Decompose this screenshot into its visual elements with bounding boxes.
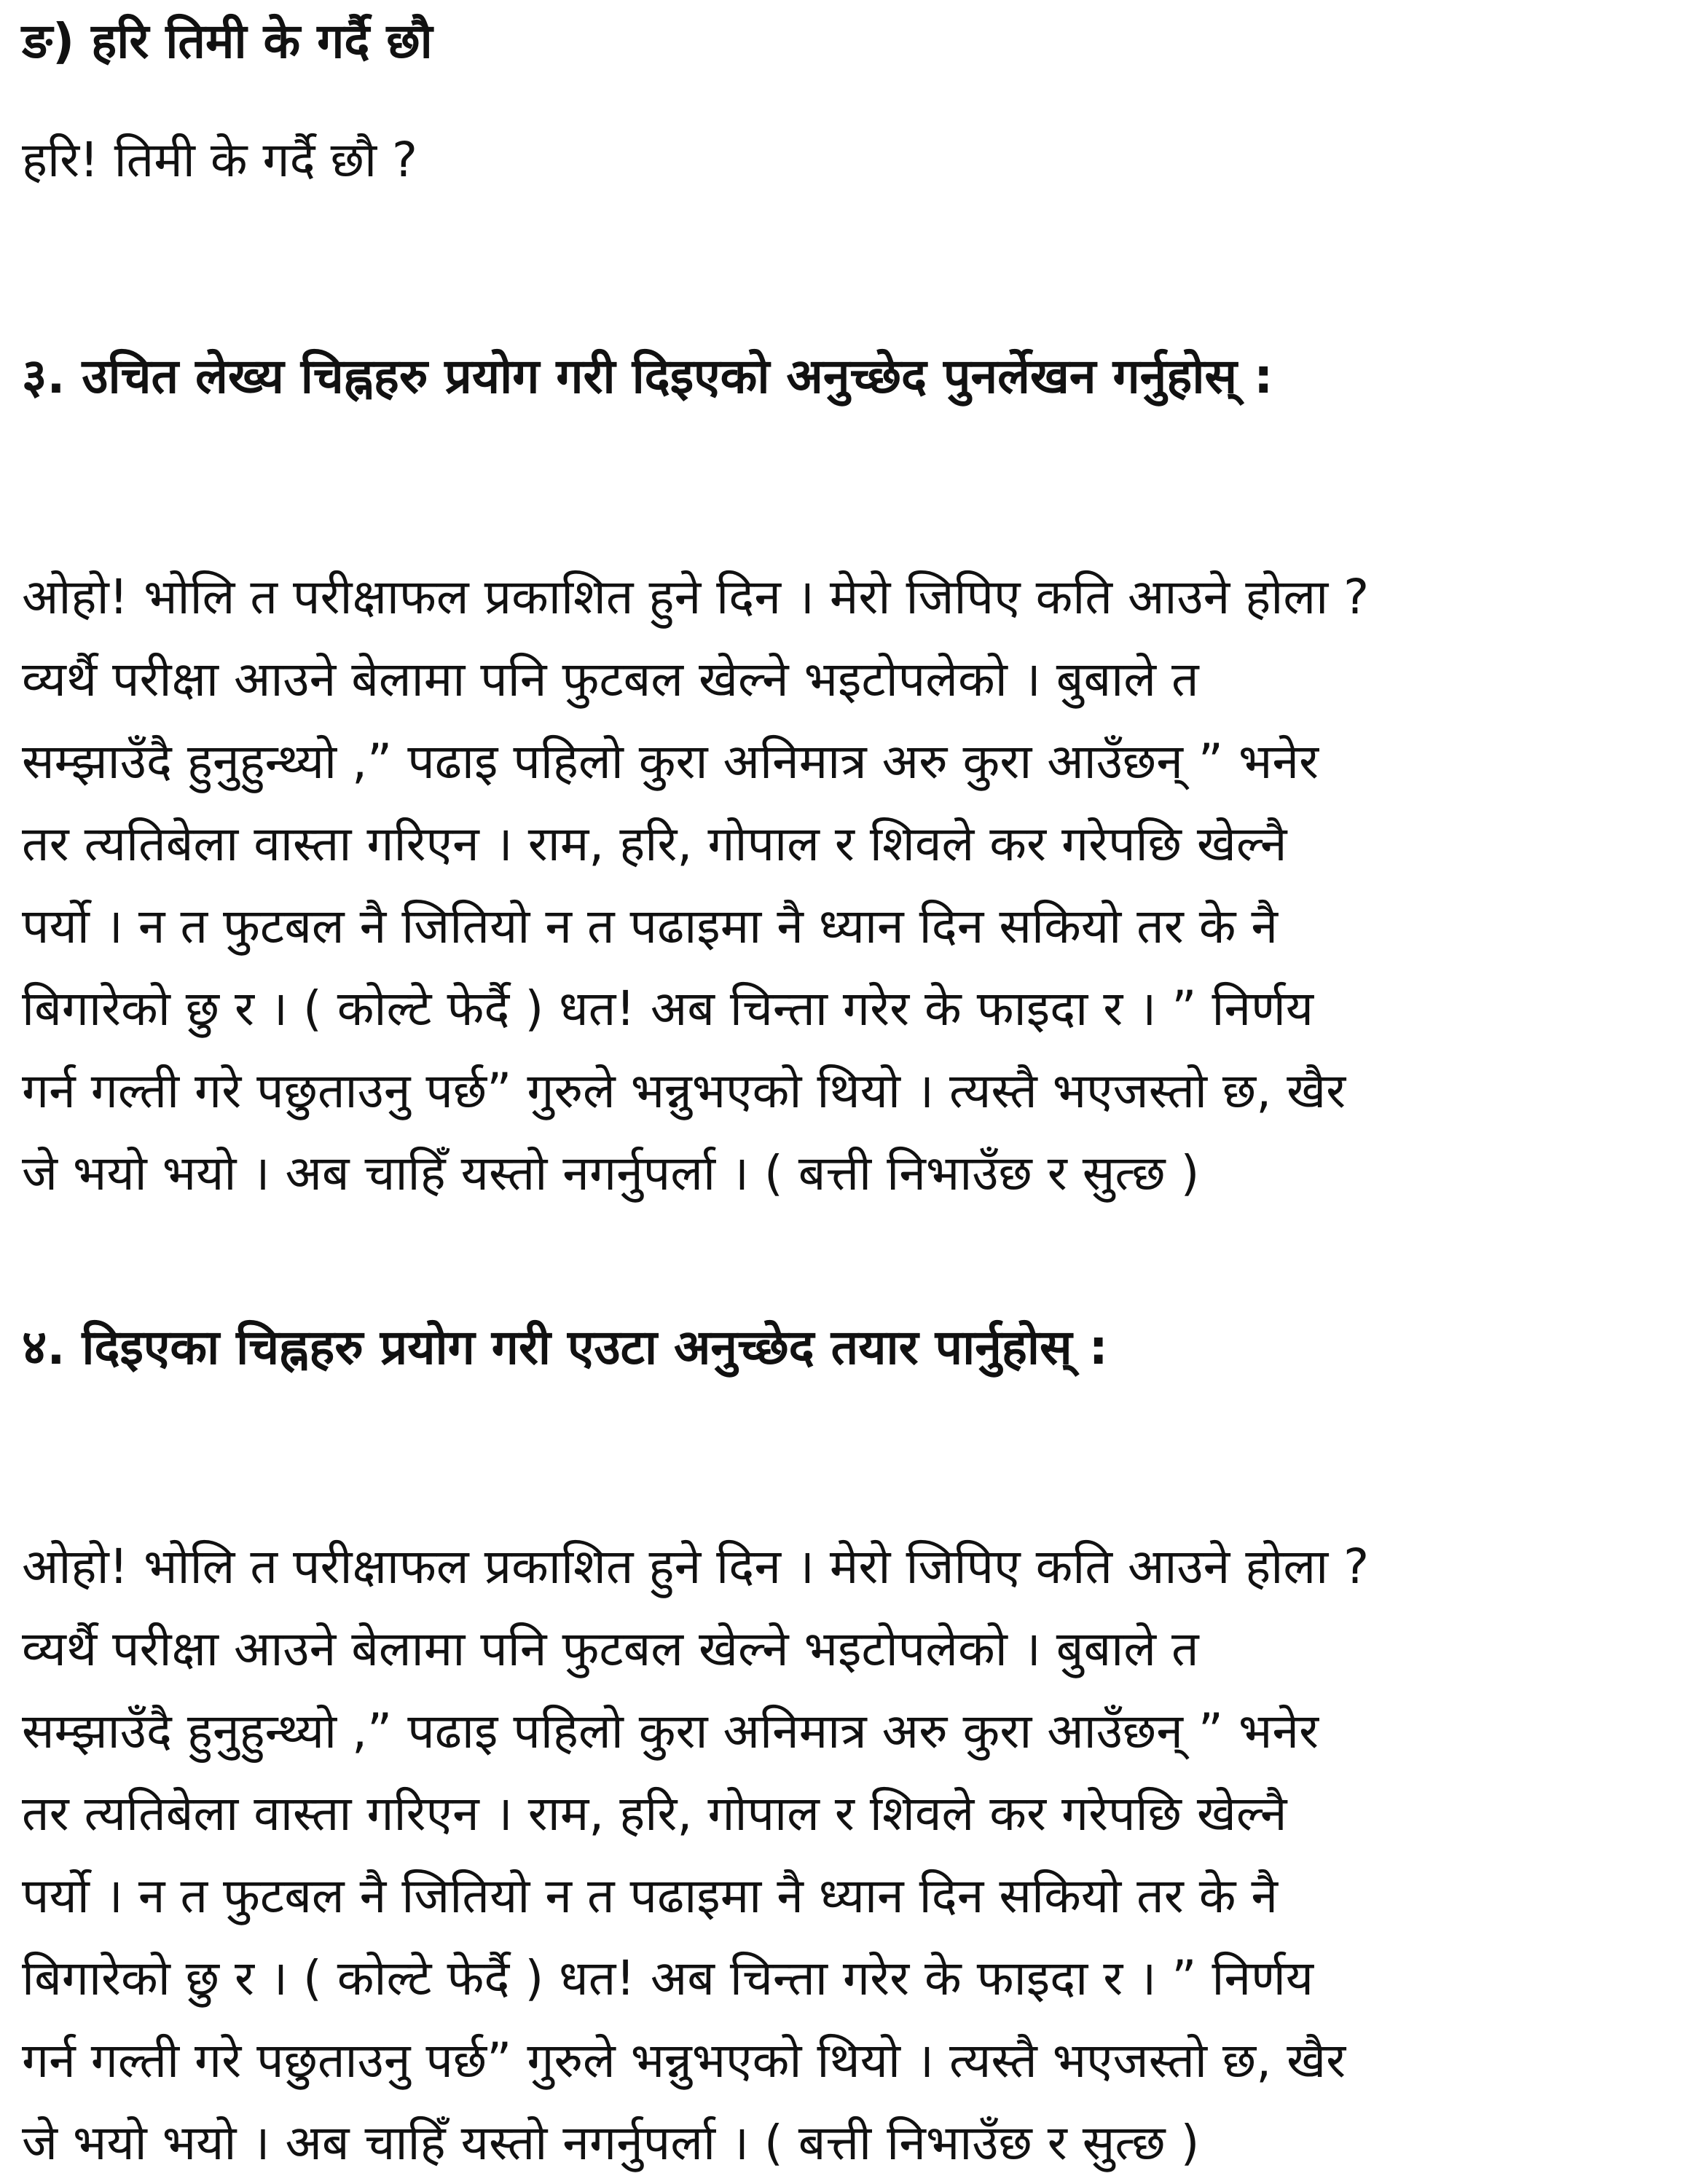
paragraph-line: पर्यो । न त फुटबल नै जितियो न त पढाइमा नै ध्यान दिन सकियो तर के नै xyxy=(22,1868,1279,1924)
paragraph-line: गर्न गल्ती गरे पछुताउनु पर्छ” गुरुले भन्नुभएको थियो । त्यस्तै भएजस्तो छ, खैर xyxy=(22,2032,1346,2089)
paragraph-line: व्यर्थै परीक्षा आउने बेलामा पनि फुटबल खेल्ने भइटोपलेको । बुबाले त xyxy=(22,651,1199,707)
paragraph-line: ओहो! भोलि त परीक्षाफल प्रकाशित हुने दिन । मेरो जिपिए कति आउने होला ? xyxy=(22,569,1370,625)
paragraph-line: बिगारेको छु र । ( कोल्टे फेर्दै ) धत! अब चिन्ता गरेर के फाइदा र । ” निर्णय xyxy=(22,981,1314,1037)
paragraph-line: तर त्यतिबेला वास्ता गरिएन । राम, हरि, गोपाल र शिवले कर गरेपछि खेल्नै xyxy=(22,1786,1287,1842)
paragraph-line: ओहो! भोलि त परीक्षाफल प्रकाशित हुने दिन । मेरो जिपिए कति आउने होला ? xyxy=(22,1539,1370,1595)
paragraph-line: व्यर्थै परीक्षा आउने बेलामा पनि फुटबल खेल्ने भइटोपलेको । बुबाले त xyxy=(22,1621,1199,1677)
paragraph-line: सम्झाउँदै हुनुहुन्थ्यो ,” पढाइ पहिलो कुरा अनिमात्र अरु कुरा आउँछन् ” भनेर xyxy=(22,734,1319,790)
section-4-paragraph xyxy=(22,1525,1690,2184)
paragraph-line: पर्यो । न त फुटबल नै जितियो न त पढाइमा नै ध्यान दिन सकियो तर के नै xyxy=(22,898,1279,954)
item-d-heading: ङ) हरि तिमी के गर्दै छौ xyxy=(22,13,433,69)
item-d-text: हरि! तिमी के गर्दै छौ ? xyxy=(22,132,418,188)
paragraph-line: गर्न गल्ती गरे पछुताउनु पर्छ” गुरुले भन्नुभएको थियो । त्यस्तै भएजस्तो छ, खैर xyxy=(22,1063,1346,1119)
section-3-paragraph xyxy=(22,556,1690,1214)
paragraph-line: जे भयो भयो । अब चाहिँ यस्तो नगर्नुपर्ला । ( बत्ती निभाउँछ र सुत्छ ) xyxy=(22,2115,1200,2171)
paragraph-line: बिगारेको छु र । ( कोल्टे फेर्दै ) धत! अब चिन्ता गरेर के फाइदा र । ” निर्णय xyxy=(22,1950,1314,2006)
paragraph-line: सम्झाउँदै हुनुहुन्थ्यो ,” पढाइ पहिलो कुरा अनिमात्र अरु कुरा आउँछन् ” भनेर xyxy=(22,1703,1319,1759)
section-4-heading: ४. दिइएका चिह्नहरु प्रयोग गरी एउटा अनुच्छेद तयार पार्नुहोस् : xyxy=(22,1319,1108,1375)
section-3-heading: ३. उचित लेख्य चिह्नहरु प्रयोग गरी दिइएको अनुच्छेद पुनर्लेखन गर्नुहोस् : xyxy=(22,348,1273,404)
paragraph-line: जे भयो भयो । अब चाहिँ यस्तो नगर्नुपर्ला । ( बत्ती निभाउँछ र सुत्छ ) xyxy=(22,1145,1200,1201)
paragraph-line: तर त्यतिबेला वास्ता गरिएन । राम, हरि, गोपाल र शिवले कर गरेपछि खेल्नै xyxy=(22,816,1287,872)
